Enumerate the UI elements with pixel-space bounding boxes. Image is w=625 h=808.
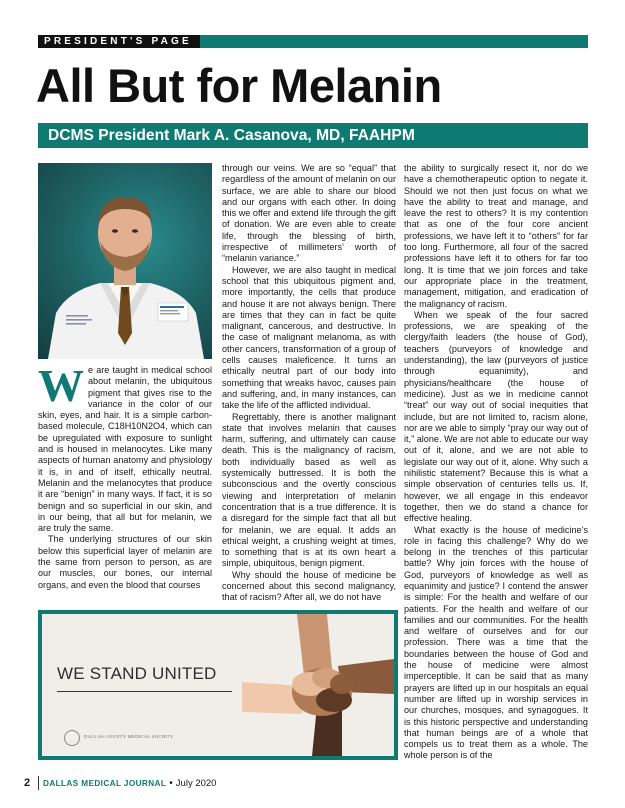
article-paragraph: Why should the house of medicine be concerned about this second malignancy, that of racism? After all, we do not have bbox=[222, 569, 396, 603]
graphic-headline: WE STAND UNITED bbox=[57, 664, 217, 683]
article-paragraph: However, we are also taught in medical school that this ubiquitous pigment and, more importantly, the cells that produce and house it are not always benign. There are times that they can in fact be quite malignant, cancerous, and destructive. In the case of malignant melanoma, as with other cancers, transformation of a group of cells causes maleficence. It turns an ethically neutral part of our body into something that wreaks havoc, causes pain and suffering, and, in many instances, can take the life of the afflicted individual. bbox=[222, 264, 396, 411]
article-column-3 bbox=[404, 163, 588, 762]
section-header-bar bbox=[38, 35, 588, 48]
byline-bar bbox=[38, 123, 588, 148]
drop-cap: W bbox=[38, 360, 84, 411]
byline: DCMS President Mark A. Casanova, MD, FAAHPM bbox=[48, 127, 415, 144]
article-paragraph: the ability to surgically resect it, nor do we have a chemotherapeutic option to negate it. Should we not then just focus on what we have the ability to treat and manage, and leave the rest to others? It is my contention that as one of the four core ancient professions, we have left it to “others” for far too long. Furthermore, all four of the sacred professions have left it to others for far too long. It is time that we join forces and take our appropriate place in the treatment, management, mitigation, and eradication of the malignancy of racism. bbox=[404, 163, 588, 309]
seal-text: DALLAS COUNTY MEDICAL SOCIETY bbox=[84, 734, 174, 739]
footer-divider bbox=[38, 776, 39, 790]
article-paragraph: Regrettably, there is another malignant state that involves melanin that causes harm, suffering, and ultimately can cause death. This is the malignancy of racism, both individually based as well as systemically buttressed. It is both the subconscious and the overtly conscious viewing and interpretation of melanin concentration that is a true difference. It is a disregard for the simple fact that all but for melanin, we are equal. It adds an ethical weight, a crushing weight at times, to something that is at its own heart a simple, ubiquitous, benign pigment. bbox=[222, 411, 396, 569]
page-number: 2 bbox=[24, 777, 31, 789]
author-portrait-illustration bbox=[38, 163, 212, 359]
section-label: PRESIDENT'S PAGE bbox=[38, 35, 200, 48]
author-photo bbox=[38, 163, 212, 359]
article-column-2 bbox=[222, 163, 396, 604]
issue-date: July 2020 bbox=[175, 778, 217, 789]
clasped-hands-illustration bbox=[42, 614, 394, 756]
article-paragraph: The underlying structures of our skin below this superficial layer of melanin are the same from person to person, as are our muscles, our bones, our internal organs, and even the blood that courses bbox=[38, 534, 212, 590]
article-paragraph: We are taught in medical school about melanin, the ubiquitous pigment that gives rise to the variance in the color of our skin, eyes, and hair. It is a simple carbon-based molecule, C18H10N2O4, which can be upregulated with exposure to sunlight and is housed in melanocytes. Like many aspects of human anatomy and physiology it is, in and of itself, ethically neutral. Melanin and the melanocytes that produce it are “benign” in many ways. If fact, it is so benign and so superficial in our skin, and in our being, that all but for melanin, we are truly the same. bbox=[38, 360, 212, 534]
article-paragraph: through our veins. We are so “equal” that regardless of the amount of melanin on our surface, we are able to share our blood and our organs with each other. In doing this we offer and extend life through the gift of donation. We are even able to create life, through the blessing of birth, irrespective of millimeters’ worth of “melanin variance.” bbox=[222, 163, 396, 264]
we-stand-united-graphic bbox=[38, 610, 398, 760]
article-column-1 bbox=[38, 360, 212, 591]
page-title: All But for Melanin bbox=[36, 59, 442, 112]
magazine-name: DALLAS MEDICAL JOURNAL bbox=[43, 779, 167, 788]
article-paragraph: What exactly is the house of medicine’s role in facing this challenge? Why do we belong in the trenches of this particular battle? Why join forces with the house of God, purveyors of knowledge as well as equanimity and justice? I contend the answer is simple: For the health and welfare of our patients. For the health and welfare of our families and our communities. For the health and welfare of ourselves and for our profession. There was a time that the boundaries between the house of God and the house of medicine were almost imperceptible. It can be said that as many prayers are lifted up in our hospitals an equal number are lifted up in worship services in our churches, mosques, and synagogues. It is this historic perspective and understanding that human beings are of a whole that compels us to treat them as a whole. The whole person is of the bbox=[404, 524, 588, 761]
article-paragraph: When we speak of the four sacred professions, we are speaking of the clergy/faith leaders (the house of God), teachers (purveyors of knowledge and understanding), the law (purveyors of justice through equanimity), and physicians/healthcare (the house of medicine). Just as we in medicine cannot “treat” our way out of social inequities that include, but are not limited to, racism alone, nor are we able to simply “pray our way out of it,” alone. We are not able to educate our way out of it, alone, and we are not able to legislate our way out of it, alone. Why such a nihilistic statement? Because this is what a simple observation of centuries tells us. If, however, we all engage in this endeavor together, then we do stand a chance for effective healing. bbox=[404, 309, 588, 524]
footer-bullet: • bbox=[169, 778, 173, 789]
page-footer bbox=[24, 775, 216, 791]
